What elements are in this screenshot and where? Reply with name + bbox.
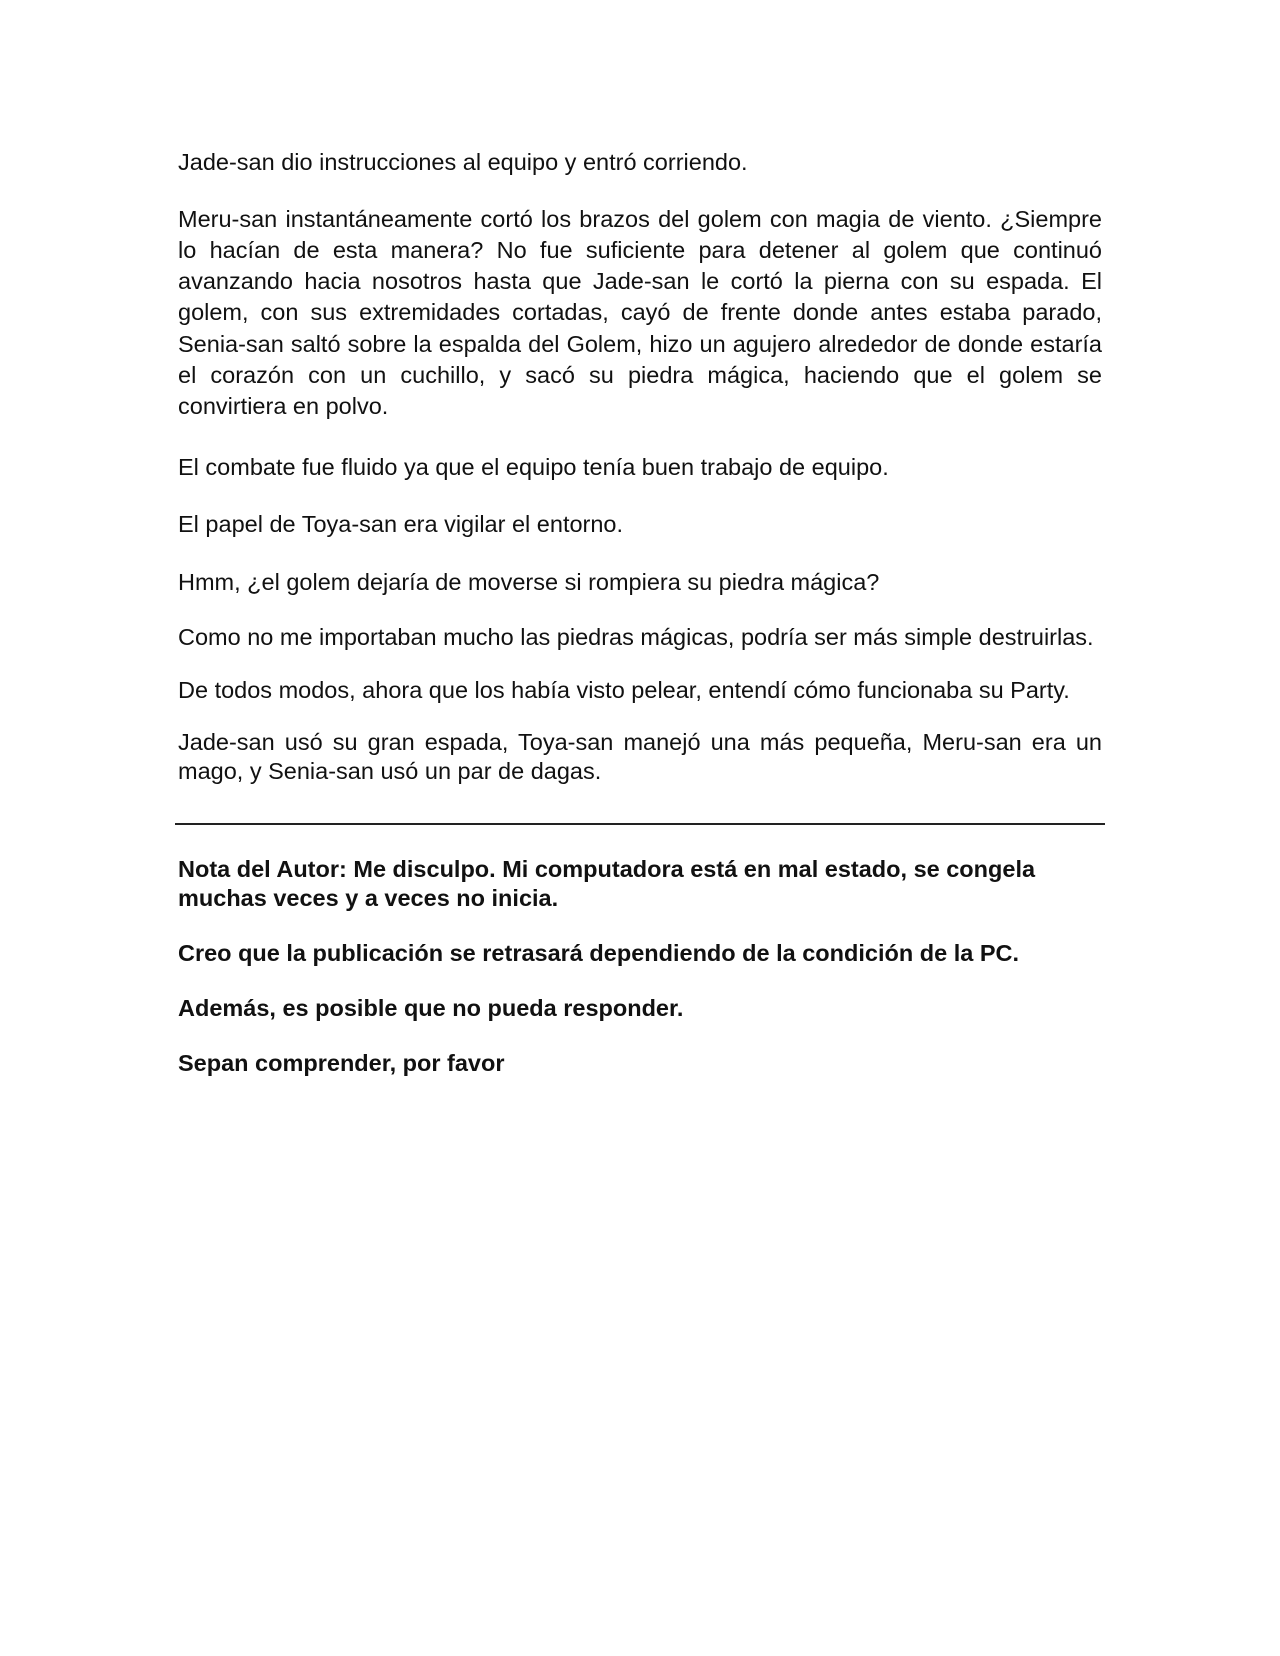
- paragraph-1: Jade-san dio instrucciones al equipo y entró corriendo.: [178, 149, 748, 175]
- author-note-2: Creo que la publicación se retrasará dependiendo de la condición de la PC.: [178, 940, 1019, 967]
- paragraph-6: Como no me importaban mucho las piedras mágicas, podría ser más simple destruirlas.: [178, 624, 1094, 651]
- paragraph-5: Hmm, ¿el golem dejaría de moverse si rompiera su piedra mágica?: [178, 568, 880, 595]
- paragraph-2: Meru-san instantáneamente cortó los brazos del golem con magia de viento. ¿Siempre lo hacían de esta manera? No fue suficiente para detener al golem que continuó avanzando hacia nosotros hasta que Jade-san le cortó la pierna con su espada. El golem, con sus extremidades cortadas, cayó de frente donde antes estaba parado, Senia-san saltó sobre la espalda del Golem, hizo un agujero alrededor de donde estaría el corazón con un cuchillo, y sacó su piedra mágica, haciendo que el golem se convirtiera en polvo.: [178, 205, 1102, 420]
- document-page: [178, 146, 1102, 1104]
- paragraph-8: Jade-san usó su gran espada, Toya-san manejó una más pequeña, Meru-san era un mago, y Senia-san usó un par de dagas.: [178, 729, 1102, 784]
- paragraph-3: El combate fue fluido ya que el equipo tenía buen trabajo de equipo.: [178, 453, 889, 480]
- paragraph-7: De todos modos, ahora que los había visto pelear, entendí cómo funcionaba su Party.: [178, 676, 1070, 703]
- section-divider: [175, 823, 1105, 825]
- author-note-1: Nota del Autor: Me disculpo. Mi computadora está en mal estado, se congela muchas veces y a veces no inicia.: [178, 856, 1036, 912]
- author-note-4: Sepan comprender, por favor: [178, 1050, 505, 1077]
- paragraph-4: El papel de Toya-san era vigilar el entorno.: [178, 511, 624, 538]
- author-note-3: Además, es posible que no pueda responder.: [178, 995, 684, 1022]
